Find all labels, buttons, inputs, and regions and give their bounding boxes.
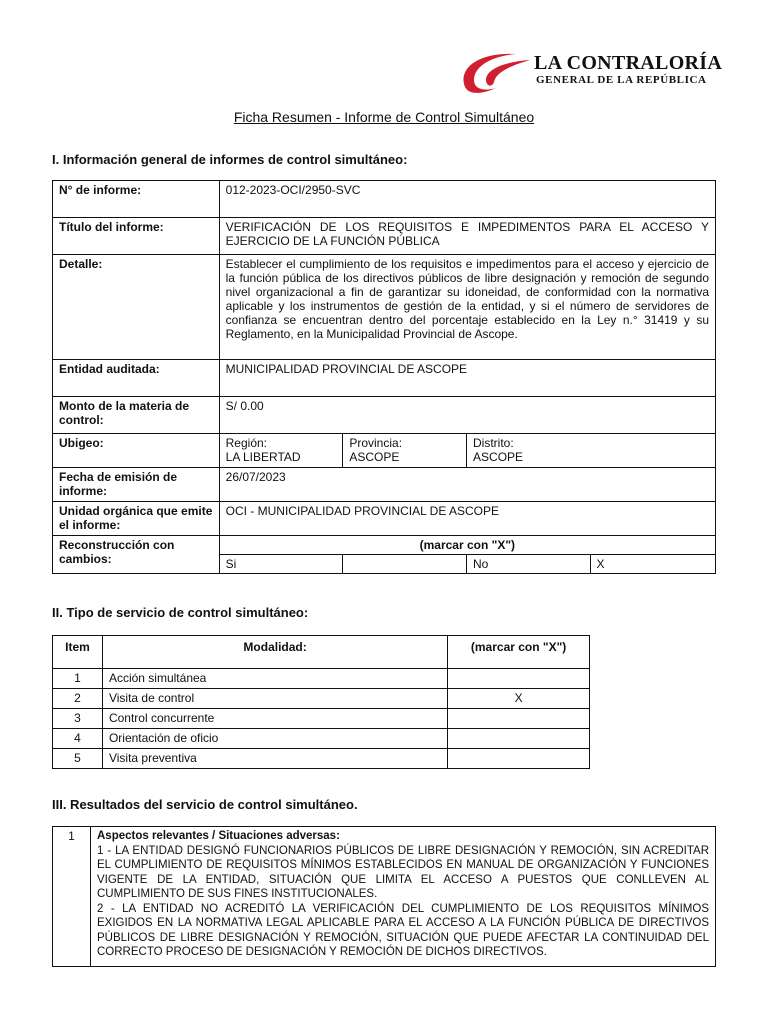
section-1-heading: I. Información general de informes de control simultáneo: xyxy=(52,152,408,167)
marca xyxy=(448,669,590,689)
value-numero-informe: 012-2023-OCI/2950-SVC xyxy=(219,181,715,218)
item-number: 1 xyxy=(53,669,103,689)
label-unidad-organica: Unidad orgánica que emite el informe: xyxy=(53,502,220,536)
value-titulo-informe: VERIFICACIÓN DE LOS REQUISITOS E IMPEDIMENTOS PARA EL ACCESO Y EJERCICIO DE LA FUNCIÓN PÚBLICA xyxy=(219,218,715,255)
value-detalle: Establecer el cumplimiento de los requisitos e impedimentos para el acceso y ejercicio de la función pública de los directivos públicos de libre designación y remoción de segundo nivel organizacional a fin de garantizar su idoneidad, de conformidad con la normativa aplicable y los instrumentos de gestión de la entidad, y si el número de servidores de confianza se encuentran dentro del porcentaje establecido en la Ley n.° 31419 y su Reglamento, en la Municipalidad Provincial de Ascope. xyxy=(219,255,715,360)
reconstruccion-si-label: Si xyxy=(219,555,343,574)
result-item-1: 1 - LA ENTIDAD DESIGNÓ FUNCIONARIOS PÚBLICOS DE LIBRE DESIGNACIÓN Y REMOCIÓN, SIN ACREDITAR EL CUMPLIMIENTO DE REQUISITOS MÍNIMOS ESTABLECIDOS EN MANUAL DE ORGANIZACIÓN Y FUNCIONES VIGENTE DE LA ENTIDAD, SITUACIÓN QUE LIMITA EL ACCESO A PUESTOS QUE CONLLEVEN AL CUMPLIMIENTO DE SUS FINES INSTITUCIONALES. xyxy=(97,844,709,900)
row-ubigeo xyxy=(53,434,716,468)
modalidad: Visita preventiva xyxy=(102,749,447,769)
ubigeo-distrito-value: ASCOPE xyxy=(473,450,524,464)
label-entidad-auditada: Entidad auditada: xyxy=(53,360,220,397)
marca xyxy=(448,729,590,749)
row-detalle xyxy=(53,255,716,360)
table-row xyxy=(53,689,590,709)
logo-title: LA CONTRALORÍA xyxy=(534,52,723,74)
col-modalidad: Modalidad: xyxy=(102,636,447,669)
value-fecha-emision: 26/07/2023 xyxy=(219,468,715,502)
ubigeo-region-value: LA LIBERTAD xyxy=(225,450,301,464)
contraloria-logo xyxy=(456,46,726,96)
result-item-2: 2 - LA ENTIDAD NO ACREDITÓ LA VERIFICACIÓN DEL CUMPLIMIENTO DE LOS REQUISITOS MÍNIMOS EXIGIDOS EN LA NORMATIVA LEGAL APLICABLE PARA EL ACCESO A LA FUNCIÓN PÚBLICA DE DIRECTIVOS PÚBLICOS DE LIBRE DESIGNACIÓN Y REMOCIÓN, SITUACIÓN QUE PUEDE AFECTAR LA CONTINUIDAD DEL CORRECTO PROCESO DE DESIGNACIÓN Y REMOCIÓN DE DICHOS DIRECTIVOS. xyxy=(97,902,709,958)
table-row xyxy=(53,749,590,769)
table-row xyxy=(53,729,590,749)
results-table xyxy=(52,826,716,967)
logo-subtitle: GENERAL DE LA REPÚBLICA xyxy=(536,74,707,86)
item-number: 4 xyxy=(53,729,103,749)
section-2-heading: II. Tipo de servicio de control simultáneo: xyxy=(52,605,309,620)
ubigeo-region-label: Región: xyxy=(225,436,268,450)
label-detalle: Detalle: xyxy=(53,255,220,360)
modalidad: Visita de control xyxy=(102,689,447,709)
value-monto: S/ 0.00 xyxy=(219,397,715,434)
row-reconstruccion-header xyxy=(53,536,716,555)
item-number: 3 xyxy=(53,709,103,729)
ubigeo-region xyxy=(219,434,343,468)
row-monto xyxy=(53,397,716,434)
reconstruccion-no-mark: X xyxy=(590,555,715,574)
row-unidad-organica xyxy=(53,502,716,536)
col-marca: (marcar con "X") xyxy=(448,636,590,669)
modalidad: Acción simultánea xyxy=(102,669,447,689)
table-row xyxy=(53,669,590,689)
marca xyxy=(448,749,590,769)
ubigeo-provincia xyxy=(343,434,467,468)
marca: X xyxy=(448,689,590,709)
results-row xyxy=(53,827,716,967)
value-unidad-organica: OCI - MUNICIPALIDAD PROVINCIAL DE ASCOPE xyxy=(219,502,715,536)
marca xyxy=(448,709,590,729)
service-type-header xyxy=(53,636,590,669)
item-number: 2 xyxy=(53,689,103,709)
row-numero-informe xyxy=(53,181,716,218)
label-monto: Monto de la materia de control: xyxy=(53,397,220,434)
reconstruccion-no-label: No xyxy=(467,555,591,574)
table-row xyxy=(53,709,590,729)
result-content xyxy=(91,827,716,967)
ubigeo-provincia-label: Provincia: xyxy=(349,436,403,450)
row-entidad-auditada xyxy=(53,360,716,397)
item-number: 5 xyxy=(53,749,103,769)
label-titulo-informe: Título del informe: xyxy=(53,218,220,255)
row-titulo-informe xyxy=(53,218,716,255)
section-3-heading: III. Resultados del servicio de control simultáneo. xyxy=(52,797,358,812)
value-entidad-auditada: MUNICIPALIDAD PROVINCIAL DE ASCOPE xyxy=(219,360,715,397)
label-reconstruccion: Reconstrucción con cambios: xyxy=(53,536,220,574)
label-fecha-emision: Fecha de emisión de informe: xyxy=(53,468,220,502)
label-numero-informe: N° de informe: xyxy=(53,181,220,218)
service-type-table xyxy=(52,635,590,769)
document-title: Ficha Resumen - Informe de Control Simultáneo xyxy=(233,109,535,125)
general-info-table xyxy=(52,180,716,574)
reconstruccion-mark-header: (marcar con "X") xyxy=(219,536,715,555)
ubigeo-distrito-label: Distrito: xyxy=(473,436,514,450)
modalidad: Orientación de oficio xyxy=(102,729,447,749)
col-item: Item xyxy=(53,636,103,669)
result-subheading: Aspectos relevantes / Situaciones adversas: xyxy=(97,830,340,842)
logo-swoosh-icon xyxy=(456,46,536,96)
ubigeo-distrito xyxy=(467,434,716,468)
row-fecha-emision xyxy=(53,468,716,502)
label-ubigeo: Ubigeo: xyxy=(53,434,220,468)
modalidad: Control concurrente xyxy=(102,709,447,729)
ubigeo-provincia-value: ASCOPE xyxy=(349,450,400,464)
result-number: 1 xyxy=(53,827,91,967)
reconstruccion-si-mark xyxy=(343,555,467,574)
